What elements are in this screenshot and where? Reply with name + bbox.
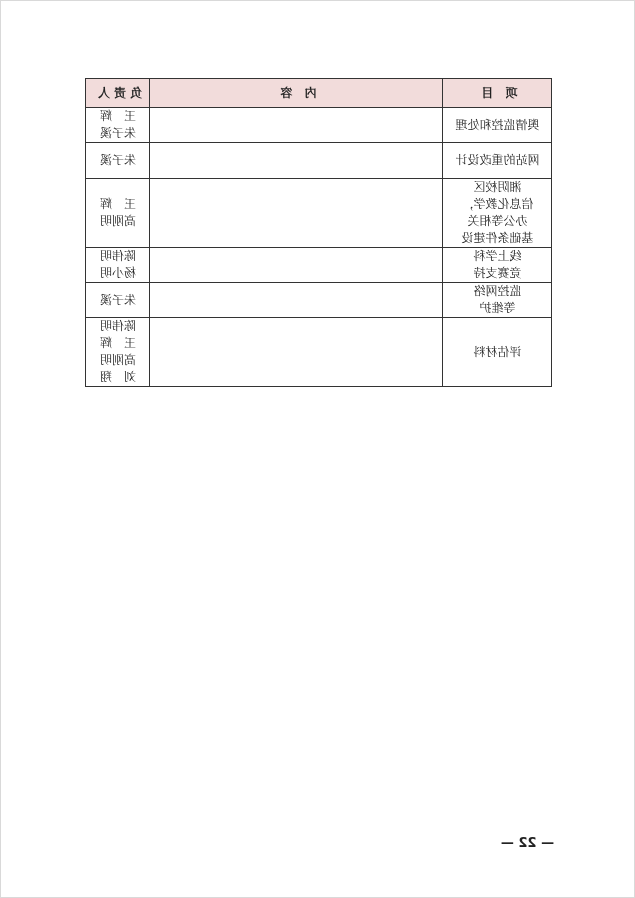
content-cell	[150, 283, 443, 318]
table-row	[86, 143, 552, 179]
table-row	[86, 108, 552, 143]
owner-cell: 王 辉 朱子溪	[86, 108, 150, 143]
owner-cell: 陈伟明 杨小明	[86, 248, 150, 283]
header-content: 内 容	[150, 79, 443, 108]
content-cell	[150, 179, 443, 248]
content-cell	[150, 143, 443, 179]
owner-cell: 陈伟明 王 辉 高刚明 刘 翔	[86, 318, 150, 387]
table-row	[86, 179, 552, 248]
page-number	[0, 836, 635, 851]
page-number-text: — 22 —	[500, 836, 555, 851]
table-row	[86, 318, 552, 387]
item-cell: 舆情监控和处理	[443, 108, 552, 143]
table-row	[86, 248, 552, 283]
item-cell: 监控网络 等维护	[443, 283, 552, 318]
header-owner: 负责人	[86, 79, 150, 108]
owner-cell: 王 辉 高刚明	[86, 179, 150, 248]
table-header-row	[86, 79, 552, 108]
header-item: 项 目	[443, 79, 552, 108]
content-cell	[150, 248, 443, 283]
item-cell: 湘阴校区 信息化教学， 办公等相关 基础条件建设	[443, 179, 552, 248]
item-cell: 网站的重改设计	[443, 143, 552, 179]
content-cell	[150, 318, 443, 387]
item-cell: 评估材料	[443, 318, 552, 387]
item-cell: 线上学科 竞赛支持	[443, 248, 552, 283]
owner-cell: 朱子溪	[86, 143, 150, 179]
content-cell	[150, 108, 443, 143]
responsibility-table	[85, 78, 552, 387]
table-row	[86, 283, 552, 318]
owner-cell: 朱子溪	[86, 283, 150, 318]
